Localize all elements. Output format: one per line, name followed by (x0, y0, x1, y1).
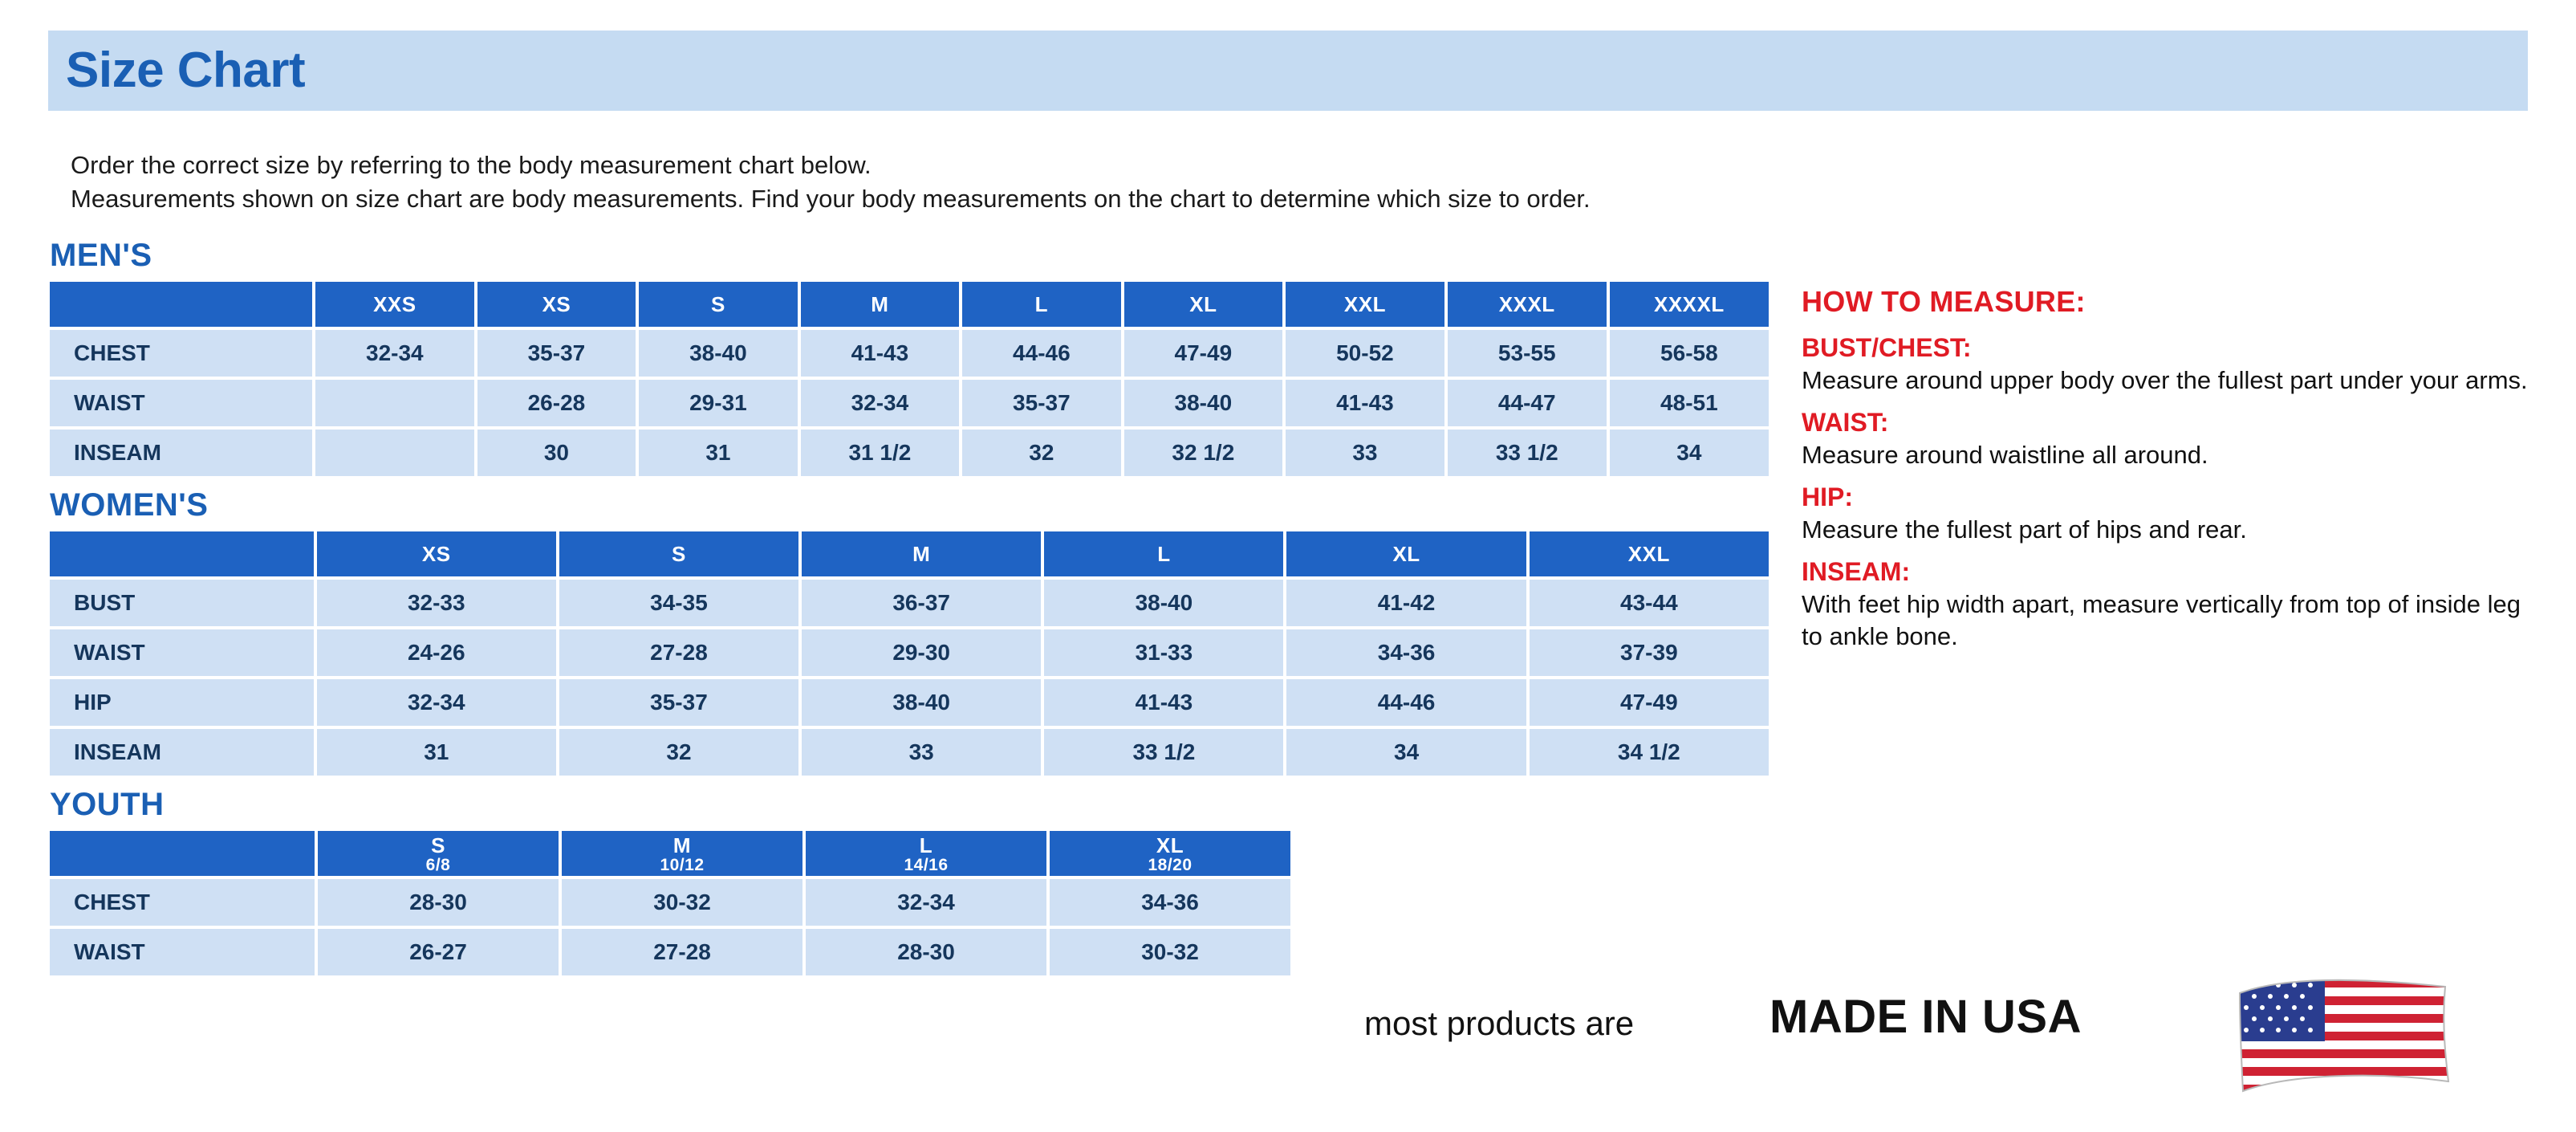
womens-cell-2-3: 41-43 (1044, 679, 1283, 726)
womens-cell-2-2: 38-40 (802, 679, 1041, 726)
womens-cell-1-1: 27-28 (559, 629, 798, 676)
mens-cell-2-8: 34 (1610, 430, 1769, 476)
womens-row-label-2: HIP (50, 679, 314, 726)
youth-col-header-2-main: M (672, 833, 692, 857)
youth-size-table (47, 828, 1294, 979)
mens-cell-0-0: 32-34 (315, 330, 474, 377)
womens-cell-0-5: 43-44 (1530, 580, 1769, 626)
measure-text-bust-chest: Measure around upper body over the fullest part under your arms. (1802, 366, 2528, 394)
mens-size-table (47, 279, 1772, 479)
womens-col-header-5: XL (1286, 531, 1526, 576)
womens-cell-3-1: 32 (559, 729, 798, 776)
youth-col-header-0 (50, 831, 315, 876)
womens-col-header-2: S (559, 531, 798, 576)
mens-col-header-5: L (962, 282, 1120, 327)
womens-header-row (50, 531, 1769, 576)
youth-cell-0-2: 32-34 (806, 879, 1046, 926)
womens-cell-2-5: 47-49 (1530, 679, 1769, 726)
womens-col-header-0 (50, 531, 314, 576)
mens-cell-1-7: 44-47 (1448, 380, 1607, 426)
youth-col-header-3-main: L (919, 833, 933, 857)
tables-column (47, 238, 1772, 987)
womens-cell-1-2: 29-30 (802, 629, 1041, 676)
mens-cell-0-6: 50-52 (1286, 330, 1444, 377)
youth-col-header-4 (1050, 831, 1290, 876)
measure-label-hip: HIP: (1802, 483, 1853, 511)
section-title-youth: YOUTH (50, 787, 165, 822)
mens-cell-1-2: 29-31 (639, 380, 797, 426)
mens-cell-1-8: 48-51 (1610, 380, 1769, 426)
womens-cell-2-0: 32-34 (317, 679, 556, 726)
womens-col-header-3: M (802, 531, 1041, 576)
how-to-measure-title: HOW TO MEASURE: (1802, 285, 2086, 318)
made-in-usa-block (1364, 975, 2528, 1104)
womens-row-label-3: INSEAM (50, 729, 314, 776)
mens-cell-2-5: 32 1/2 (1124, 430, 1282, 476)
womens-col-header-1: XS (317, 531, 556, 576)
womens-cell-0-3: 38-40 (1044, 580, 1283, 626)
table-row (50, 629, 1769, 676)
womens-cell-3-2: 33 (802, 729, 1041, 776)
measure-text-hip: Measure the fullest part of hips and rear. (1802, 515, 2247, 544)
mens-col-header-2: XS (477, 282, 636, 327)
mens-col-header-8: XXXL (1448, 282, 1607, 327)
table-row (50, 929, 1290, 975)
measure-label-inseam: INSEAM: (1802, 557, 1911, 586)
womens-cell-0-0: 32-33 (317, 580, 556, 626)
mens-cell-2-7: 33 1/2 (1448, 430, 1607, 476)
womens-cell-0-4: 41-42 (1286, 580, 1526, 626)
womens-size-table (47, 528, 1772, 779)
table-row (50, 879, 1290, 926)
womens-cell-3-4: 34 (1286, 729, 1526, 776)
youth-cell-0-0: 28-30 (318, 879, 559, 926)
mens-cell-0-2: 38-40 (639, 330, 797, 377)
womens-cell-2-4: 44-46 (1286, 679, 1526, 726)
womens-cell-1-0: 24-26 (317, 629, 556, 676)
made-in-usa-emphasis: MADE IN USA (1769, 991, 2082, 1043)
youth-col-header-2-sub: 10/12 (660, 855, 705, 874)
measure-text-inseam: With feet hip width apart, measure vertically from top of inside leg to ankle bone. (1802, 590, 2521, 650)
table-row (50, 729, 1769, 776)
womens-row-label-1: WAIST (50, 629, 314, 676)
mens-cell-2-4: 32 (962, 430, 1120, 476)
youth-col-header-3 (806, 831, 1046, 876)
mens-cell-1-1: 26-28 (477, 380, 636, 426)
mens-cell-0-8: 56-58 (1610, 330, 1769, 377)
mens-cell-1-6: 41-43 (1286, 380, 1444, 426)
mens-col-header-6: XL (1124, 282, 1282, 327)
intro-line-1: Order the correct size by referring to the body measurement chart below. (71, 151, 872, 179)
youth-row-label-1: WAIST (50, 929, 315, 975)
mens-cell-2-3: 31 1/2 (801, 430, 959, 476)
measure-label-bust-chest: BUST/CHEST: (1802, 333, 1972, 362)
womens-cell-0-2: 36-37 (802, 580, 1041, 626)
table-row (50, 580, 1769, 626)
mens-row-label-1: WAIST (50, 380, 312, 426)
womens-col-header-6: XXL (1530, 531, 1769, 576)
youth-cell-0-1: 30-32 (562, 879, 802, 926)
mens-col-header-3: S (639, 282, 797, 327)
youth-cell-1-0: 26-27 (318, 929, 559, 975)
table-row (50, 380, 1769, 426)
header-banner (48, 31, 2528, 111)
section-title-womens: WOMEN'S (50, 487, 209, 523)
mens-cell-1-3: 32-34 (801, 380, 959, 426)
womens-cell-3-5: 34 1/2 (1530, 729, 1769, 776)
womens-cell-2-1: 35-37 (559, 679, 798, 726)
intro-line-2: Measurements shown on size chart are body measurements. Find your body measurements on the chart to determine which size to order. (71, 185, 1591, 213)
mens-cell-2-6: 33 (1286, 430, 1444, 476)
mens-row-label-0: CHEST (50, 330, 312, 377)
mens-col-header-1: XXS (315, 282, 474, 327)
mens-header-row (50, 282, 1769, 327)
mens-col-header-0 (50, 282, 312, 327)
mens-cell-2-0 (315, 430, 474, 476)
mens-col-header-4: M (801, 282, 959, 327)
youth-row-label-0: CHEST (50, 879, 315, 926)
mens-cell-0-5: 47-49 (1124, 330, 1282, 377)
mens-cell-0-4: 44-46 (962, 330, 1120, 377)
made-in-usa-prefix: most products are (1364, 1004, 1635, 1042)
mens-cell-0-7: 53-55 (1448, 330, 1607, 377)
mens-cell-1-4: 35-37 (962, 380, 1120, 426)
womens-cell-3-0: 31 (317, 729, 556, 776)
womens-cell-3-3: 33 1/2 (1044, 729, 1283, 776)
youth-header-row (50, 831, 1290, 876)
how-to-measure-panel (1802, 285, 2548, 653)
womens-row-label-0: BUST (50, 580, 314, 626)
mens-col-header-7: XXL (1286, 282, 1444, 327)
table-row (50, 330, 1769, 377)
womens-cell-1-3: 31-33 (1044, 629, 1283, 676)
womens-cell-0-1: 34-35 (559, 580, 798, 626)
youth-cell-1-2: 28-30 (806, 929, 1046, 975)
table-row (50, 430, 1769, 476)
youth-col-header-3-sub: 14/16 (904, 855, 949, 874)
page-title: Size Chart (66, 43, 306, 98)
measure-text-waist: Measure around waistline all around. (1802, 441, 2208, 469)
youth-col-header-4-main: XL (1156, 833, 1184, 857)
womens-col-header-4: L (1044, 531, 1283, 576)
youth-col-header-1-sub: 6/8 (425, 855, 451, 874)
womens-cell-1-4: 34-36 (1286, 629, 1526, 676)
usa-flag-icon (2235, 975, 2452, 1096)
youth-col-header-1-main: S (431, 833, 445, 857)
youth-cell-0-3: 34-36 (1050, 879, 1290, 926)
intro-text (71, 149, 2510, 216)
mens-cell-1-0 (315, 380, 474, 426)
mens-cell-2-1: 30 (477, 430, 636, 476)
mens-row-label-2: INSEAM (50, 430, 312, 476)
youth-col-header-4-sub: 18/20 (1148, 855, 1193, 874)
table-row (50, 679, 1769, 726)
youth-col-header-2 (562, 831, 802, 876)
mens-cell-0-1: 35-37 (477, 330, 636, 377)
measure-label-waist: WAIST: (1802, 408, 1889, 437)
youth-cell-1-3: 30-32 (1050, 929, 1290, 975)
youth-cell-1-1: 27-28 (562, 929, 802, 975)
mens-cell-2-2: 31 (639, 430, 797, 476)
mens-cell-0-3: 41-43 (801, 330, 959, 377)
womens-cell-1-5: 37-39 (1530, 629, 1769, 676)
mens-col-header-9: XXXXL (1610, 282, 1769, 327)
section-title-mens: MEN'S (50, 238, 152, 273)
mens-cell-1-5: 38-40 (1124, 380, 1282, 426)
youth-col-header-1 (318, 831, 559, 876)
